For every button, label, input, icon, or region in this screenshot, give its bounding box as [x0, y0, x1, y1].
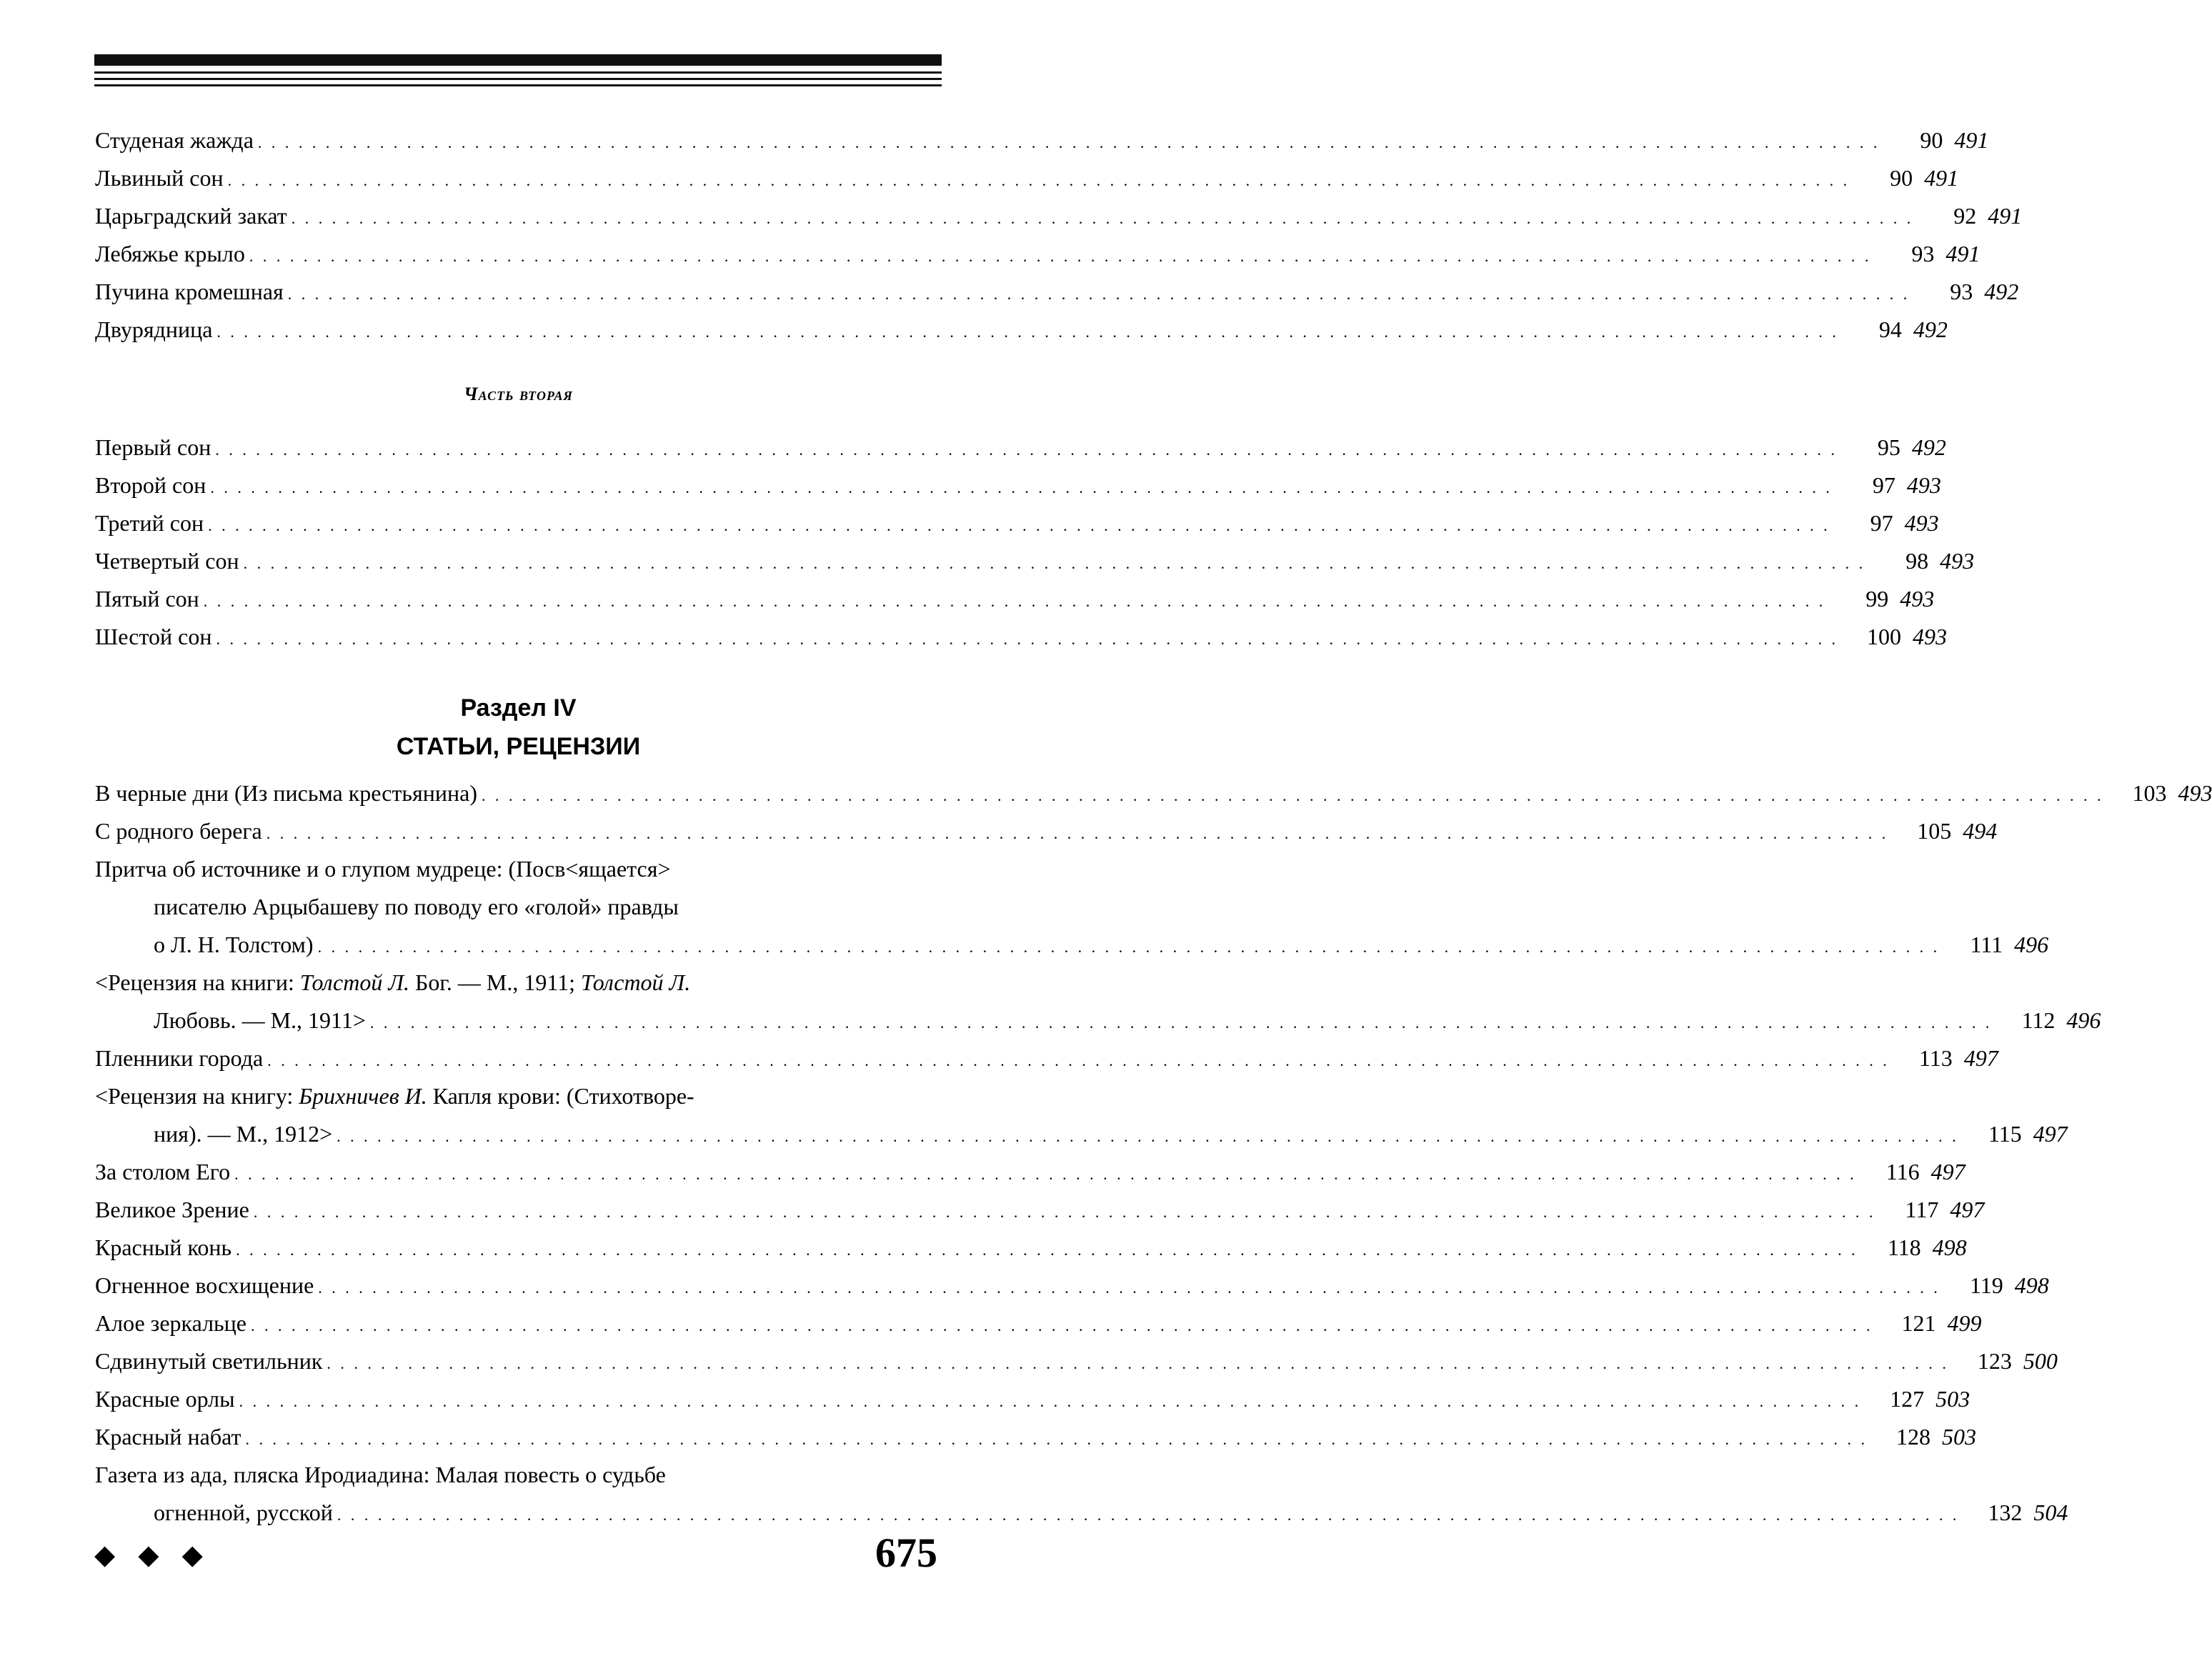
page-number: 128: [1895, 1424, 1930, 1450]
toc-entry: [95, 1418, 1976, 1456]
page-footer: [94, 1529, 942, 1586]
dot-leader: . . . . . . . . . . . . . . . . . . . . . . . . . . . . . . . . . . . . . . . . . . . . . . . . . . . . . . . . . . . . . . . . . . . . . . . . . . . . . . . . . . . . . . . . . . . . . . . . . . . . . . . . . . . . . . . . . . . . . . . .: [249, 247, 1872, 265]
diamond-ornament-icon: ◆ ◆ ◆: [94, 1539, 210, 1570]
entry-title: Второй сон: [95, 472, 206, 498]
page-number: 127: [1890, 1386, 1925, 1412]
comment-page-number: 491: [1946, 241, 1981, 266]
entry-title-line: <Рецензия на книги: Толстой Л. Бог. — М., 1911; Толстой Л.: [95, 969, 691, 995]
toc-entry: [95, 1267, 2049, 1305]
comment-page-number: 492: [1911, 434, 1946, 460]
comment-page-number: 494: [1963, 818, 1998, 844]
dot-leader: . . . . . . . . . . . . . . . . . . . . . . . . . . . . . . . . . . . . . . . . . . . . . . . . . . . . . . . . . . . . . . . . . . . . . . . . . . . . . . . . . . . . . . . . . . . . . . . . . . . . . . . . . . . . . . . . . . . . . . . .: [287, 285, 1910, 303]
comment-page-number: 496: [2066, 1007, 2101, 1033]
dot-leader: . . . . . . . . . . . . . . . . . . . . . . . . . . . . . . . . . . . . . . . . . . . . . . . . . . . . . . . . . . . . . . . . . . . . . . . . . . . . . . . . . . . . . . . . . . . . . . . . . . . . . . . . . . . . . . . . . . . . . . . .: [253, 1203, 1876, 1221]
entry-title: Пятый сон: [95, 586, 199, 612]
entry-title: Красный набат: [95, 1424, 241, 1450]
toc-entry: [95, 1342, 2058, 1380]
comment-page-number: 493: [2178, 780, 2212, 806]
toc-entry: [95, 580, 1935, 618]
toc-entry: [95, 235, 1981, 273]
dot-leader: . . . . . . . . . . . . . . . . . . . . . . . . . . . . . . . . . . . . . . . . . . . . . . . . . . . . . . . . . . . . . . . . . . . . . . . . . . . . . . . . . . . . . . . . . . . . . . . . . . . . . . . . . . . . . . . . . . . . . . . .: [250, 1317, 1873, 1335]
entry-title: ния). — М., 1912>: [154, 1121, 333, 1147]
page-number: 99: [1865, 586, 1889, 612]
author-name: Толстой Л.: [581, 969, 691, 995]
comment-page-number: 491: [1924, 165, 1959, 191]
dot-leader: . . . . . . . . . . . . . . . . . . . . . . . . . . . . . . . . . . . . . . . . . . . . . . . . . . . . . . . . . . . . . . . . . . . . . . . . . . . . . . . . . . . . . . . . . . . . . . . . . . . . . . . . . . . . . . . . . . . . . . . .: [291, 209, 1914, 227]
toc-entry: [95, 1305, 1982, 1342]
entry-title: Красный конь: [95, 1234, 232, 1260]
dot-leader: . . . . . . . . . . . . . . . . . . . . . . . . . . . . . . . . . . . . . . . . . . . . . . . . . . . . . . . . . . . . . . . . . . . . . . . . . . . . . . . . . . . . . . . . . . . . . . . . . . . . . . . . . . . . . . . . . . . . . . . .: [337, 1506, 1960, 1524]
comment-page-number: 497: [1950, 1197, 1985, 1222]
comment-page-number: 497: [1930, 1159, 1966, 1184]
entry-title: Огненное восхищение: [95, 1272, 314, 1298]
comment-page-number: 503: [1941, 1424, 1976, 1450]
entry-title: Первый сон: [95, 434, 211, 460]
dot-leader: . . . . . . . . . . . . . . . . . . . . . . . . . . . . . . . . . . . . . . . . . . . . . . . . . . . . . . . . . . . . . . . . . . . . . . . . . . . . . . . . . . . . . . . . . . . . . . . . . . . . . . . . . . . . . . . . . . . . . . . .: [267, 1052, 1890, 1069]
section-list-b: [95, 1153, 2058, 1456]
comment-page-number: 498: [2014, 1272, 2049, 1298]
toc-entry: [95, 1039, 1998, 1077]
toc-entry: [95, 1191, 1985, 1229]
entry-title: Сдвинутый светильник: [95, 1348, 323, 1374]
comment-page-number: 493: [1940, 548, 1975, 574]
toc-entry: [95, 774, 2212, 812]
comment-page-number: 500: [2023, 1348, 2058, 1374]
comment-page-number: 493: [1906, 472, 1941, 498]
page-number: 112: [2021, 1007, 2056, 1033]
page-number: 111: [1970, 932, 2003, 957]
toc-entry-review-tolstoy: [95, 964, 2101, 1039]
entry-title: Третий сон: [95, 510, 204, 536]
toc-entry-parable: [95, 850, 2049, 964]
dot-leader: . . . . . . . . . . . . . . . . . . . . . . . . . . . . . . . . . . . . . . . . . . . . . . . . . . . . . . . . . . . . . . . . . . . . . . . . . . . . . . . . . . . . . . . . . . . . . . . . . . . . . . . . . . . . . . . . . . . . . . . .: [317, 938, 1941, 956]
comment-page-number: 497: [2033, 1121, 2068, 1147]
page-number: 132: [1988, 1500, 2023, 1525]
dot-leader: . . . . . . . . . . . . . . . . . . . . . . . . . . . . . . . . . . . . . . . . . . . . . . . . . . . . . . . . . . . . . . . . . . . . . . . . . . . . . . . . . . . . . . . . . . . . . . . . . . . . . . . . . . . . . . . . . . . . . . . .: [257, 134, 1880, 151]
page-number: 93: [1911, 241, 1935, 266]
page-number: 97: [1872, 472, 1895, 498]
toc-entry: [95, 159, 1959, 197]
dot-leader: . . . . . . . . . . . . . . . . . . . . . . . . . . . . . . . . . . . . . . . . . . . . . . . . . . . . . . . . . . . . . . . . . . . . . . . . . . . . . . . . . . . . . . . . . . . . . . . . . . . . . . . . . . . . . . . . . . . . . . . .: [243, 554, 1866, 572]
toc-entry: [95, 121, 1989, 159]
entry-title: о Л. Н. Толстом): [154, 932, 314, 957]
entry-title: Пучина кромешная: [95, 279, 284, 304]
page-number: 103: [2132, 780, 2167, 806]
dot-leader: . . . . . . . . . . . . . . . . . . . . . . . . . . . . . . . . . . . . . . . . . . . . . . . . . . . . . . . . . . . . . . . . . . . . . . . . . . . . . . . . . . . . . . . . . . . . . . . . . . . . . . . . . . . . . . . . . . . . . . . .: [481, 787, 2104, 804]
page-number: 117: [1905, 1197, 1939, 1222]
dot-leader: . . . . . . . . . . . . . . . . . . . . . . . . . . . . . . . . . . . . . . . . . . . . . . . . . . . . . . . . . . . . . . . . . . . . . . . . . . . . . . . . . . . . . . . . . . . . . . . . . . . . . . . . . . . . . . . . . . . . . . . .: [239, 1392, 1862, 1410]
page-number: 121: [1901, 1310, 1936, 1336]
page-number: 94: [1878, 316, 1902, 342]
dot-leader: . . . . . . . . . . . . . . . . . . . . . . . . . . . . . . . . . . . . . . . . . . . . . . . . . . . . . . . . . . . . . . . . . . . . . . . . . . . . . . . . . . . . . . . . . . . . . . . . . . . . . . . . . . . . . . . . . . . . . . . .: [266, 824, 1889, 842]
dot-leader: . . . . . . . . . . . . . . . . . . . . . . . . . . . . . . . . . . . . . . . . . . . . . . . . . . . . . . . . . . . . . . . . . . . . . . . . . . . . . . . . . . . . . . . . . . . . . . . . . . . . . . . . . . . . . . . . . . . . . . . .: [318, 1279, 1941, 1297]
table-of-contents: [95, 121, 2212, 1532]
toc-entry: [95, 273, 2019, 311]
comment-page-number: 498: [1932, 1234, 1967, 1260]
entry-title: Четвертый сон: [95, 548, 239, 574]
toc-entry: [95, 812, 1998, 850]
dot-leader: . . . . . . . . . . . . . . . . . . . . . . . . . . . . . . . . . . . . . . . . . . . . . . . . . . . . . . . . . . . . . . . . . . . . . . . . . . . . . . . . . . . . . . . . . . . . . . . . . . . . . . . . . . . . . . . . . . . . . . . .: [327, 1355, 1949, 1372]
page-number: 105: [1917, 818, 1952, 844]
dot-leader: . . . . . . . . . . . . . . . . . . . . . . . . . . . . . . . . . . . . . . . . . . . . . . . . . . . . . . . . . . . . . . . . . . . . . . . . . . . . . . . . . . . . . . . . . . . . . . . . . . . . . . . . . . . . . . . . . . . . . . . .: [245, 1430, 1868, 1448]
comment-page-number: 499: [1947, 1310, 1982, 1336]
page-number: 116: [1885, 1159, 1920, 1184]
toc-entry: [95, 542, 1975, 580]
comment-page-number: 492: [1913, 316, 1948, 342]
dot-leader: . . . . . . . . . . . . . . . . . . . . . . . . . . . . . . . . . . . . . . . . . . . . . . . . . . . . . . . . . . . . . . . . . . . . . . . . . . . . . . . . . . . . . . . . . . . . . . . . . . . . . . . . . . . . . . . . . . . . . . . .: [236, 1241, 1858, 1259]
comment-page-number: 493: [1913, 624, 1947, 649]
page-number: 113: [1918, 1045, 1953, 1071]
entry-title: Пленники города: [95, 1045, 264, 1071]
section-label: Раздел IV: [460, 694, 577, 722]
toc-entry: [95, 197, 2023, 235]
toc-entry: [95, 1380, 1971, 1418]
header-rule: [94, 54, 942, 91]
comment-page-number: 493: [1900, 586, 1935, 612]
entry-title: огненной, русской: [154, 1500, 333, 1525]
entry-title: Великое Зрение: [95, 1197, 249, 1222]
dot-leader: . . . . . . . . . . . . . . . . . . . . . . . . . . . . . . . . . . . . . . . . . . . . . . . . . . . . . . . . . . . . . . . . . . . . . . . . . . . . . . . . . . . . . . . . . . . . . . . . . . . . . . . . . . . . . . . . . . . . . . . .: [210, 479, 1833, 497]
toc-entry: [95, 467, 1941, 504]
toc-entry: [95, 1153, 1966, 1191]
toc-entry: [95, 429, 1946, 467]
dot-leader: . . . . . . . . . . . . . . . . . . . . . . . . . . . . . . . . . . . . . . . . . . . . . . . . . . . . . . . . . . . . . . . . . . . . . . . . . . . . . . . . . . . . . . . . . . . . . . . . . . . . . . . . . . . . . . . . . . . . . . . .: [203, 592, 1826, 610]
entry-title-line: Газета из ада, пляска Иродиадина: Малая повесть о судьбе: [95, 1462, 666, 1487]
comment-page-number: 491: [1954, 127, 1989, 153]
dot-leader: . . . . . . . . . . . . . . . . . . . . . . . . . . . . . . . . . . . . . . . . . . . . . . . . . . . . . . . . . . . . . . . . . . . . . . . . . . . . . . . . . . . . . . . . . . . . . . . . . . . . . . . . . . . . . . . . . . . . . . . .: [216, 630, 1838, 648]
page-number: 115: [1988, 1121, 2022, 1147]
entry-title: Лебяжье крыло: [95, 241, 245, 266]
comment-page-number: 503: [1936, 1386, 1971, 1412]
dot-leader: . . . . . . . . . . . . . . . . . . . . . . . . . . . . . . . . . . . . . . . . . . . . . . . . . . . . . . . . . . . . . . . . . . . . . . . . . . . . . . . . . . . . . . . . . . . . . . . . . . . . . . . . . . . . . . . . . . . . . . . .: [234, 1165, 1857, 1183]
dot-leader: . . . . . . . . . . . . . . . . . . . . . . . . . . . . . . . . . . . . . . . . . . . . . . . . . . . . . . . . . . . . . . . . . . . . . . . . . . . . . . . . . . . . . . . . . . . . . . . . . . . . . . . . . . . . . . . . . . . . . . . .: [216, 323, 1839, 341]
comment-page-number: 504: [2033, 1500, 2068, 1525]
page-number: 119: [1969, 1272, 2003, 1298]
page-number: 123: [1977, 1348, 2012, 1374]
entry-title: Шестой сон: [95, 624, 212, 649]
page-number: 118: [1887, 1234, 1921, 1260]
entry-title: В черные дни (Из письма крестьянина): [95, 780, 477, 806]
page-folio: 675: [875, 1530, 937, 1576]
page-number: 98: [1905, 548, 1929, 574]
comment-page-number: 497: [1963, 1045, 1998, 1071]
author-name: Толстой Л.: [299, 969, 409, 995]
page-number: 100: [1867, 624, 1901, 649]
entry-title: За столом Его: [95, 1159, 231, 1184]
comment-page-number: 496: [2014, 932, 2049, 957]
entry-title: Царьградский закат: [95, 203, 287, 229]
dot-leader: . . . . . . . . . . . . . . . . . . . . . . . . . . . . . . . . . . . . . . . . . . . . . . . . . . . . . . . . . . . . . . . . . . . . . . . . . . . . . . . . . . . . . . . . . . . . . . . . . . . . . . . . . . . . . . . . . . . . . . . .: [337, 1127, 1959, 1145]
entry-title: Двурядница: [95, 316, 213, 342]
entry-title: Львиный сон: [95, 165, 224, 191]
entry-title: Красные орлы: [95, 1386, 235, 1412]
entry-title-line: <Рецензия на книгу: Брихничев И. Капля крови: (Стихотворе-: [95, 1083, 694, 1109]
section-title: СТАТЬИ, РЕЦЕНЗИИ: [396, 733, 641, 760]
entry-title: Алое зеркальце: [95, 1310, 246, 1336]
toc-entry-review-brikhnichev: [95, 1077, 2068, 1153]
page-number: 90: [1890, 165, 1913, 191]
part-two-heading: Часть вторая: [464, 384, 573, 404]
page-number: 95: [1877, 434, 1900, 460]
toc-entry: [95, 1229, 1967, 1267]
entry-title-line: писателю Арцыбашеву по поводу его «голой» правды: [154, 894, 679, 919]
toc-entry: [95, 504, 1939, 542]
author-name: Брихничев И.: [299, 1083, 427, 1109]
comment-page-number: 492: [1984, 279, 2019, 304]
entry-title: С родного берега: [95, 818, 262, 844]
dot-leader: . . . . . . . . . . . . . . . . . . . . . . . . . . . . . . . . . . . . . . . . . . . . . . . . . . . . . . . . . . . . . . . . . . . . . . . . . . . . . . . . . . . . . . . . . . . . . . . . . . . . . . . . . . . . . . . . . . . . . . . .: [208, 517, 1830, 534]
page-number: 92: [1953, 203, 1977, 229]
toc-entry: [95, 311, 1948, 349]
section-list-a: [95, 774, 2212, 850]
part-two-list: [95, 429, 1975, 656]
part-one-list: [95, 121, 2023, 349]
entry-title-line: Притча об источнике и о глупом мудреце: (Посв<ящается>: [95, 856, 671, 882]
entry-title: Любовь. — М., 1911>: [154, 1007, 366, 1033]
comment-page-number: 493: [1904, 510, 1939, 536]
dot-leader: . . . . . . . . . . . . . . . . . . . . . . . . . . . . . . . . . . . . . . . . . . . . . . . . . . . . . . . . . . . . . . . . . . . . . . . . . . . . . . . . . . . . . . . . . . . . . . . . . . . . . . . . . . . . . . . . . . . . . . . .: [215, 441, 1838, 459]
dot-leader: . . . . . . . . . . . . . . . . . . . . . . . . . . . . . . . . . . . . . . . . . . . . . . . . . . . . . . . . . . . . . . . . . . . . . . . . . . . . . . . . . . . . . . . . . . . . . . . . . . . . . . . . . . . . . . . . . . . . . . . .: [369, 1014, 1993, 1032]
entry-title: Студеная жажда: [95, 127, 254, 153]
page-number: 97: [1870, 510, 1893, 536]
toc-entry: [95, 618, 1947, 656]
page-number: 93: [1950, 279, 1973, 304]
page-number: 90: [1920, 127, 1943, 153]
comment-page-number: 491: [1988, 203, 2023, 229]
dot-leader: . . . . . . . . . . . . . . . . . . . . . . . . . . . . . . . . . . . . . . . . . . . . . . . . . . . . . . . . . . . . . . . . . . . . . . . . . . . . . . . . . . . . . . . . . . . . . . . . . . . . . . . . . . . . . . . . . . . . . . . .: [227, 171, 1850, 189]
toc-entry-gazette: [95, 1456, 2068, 1532]
